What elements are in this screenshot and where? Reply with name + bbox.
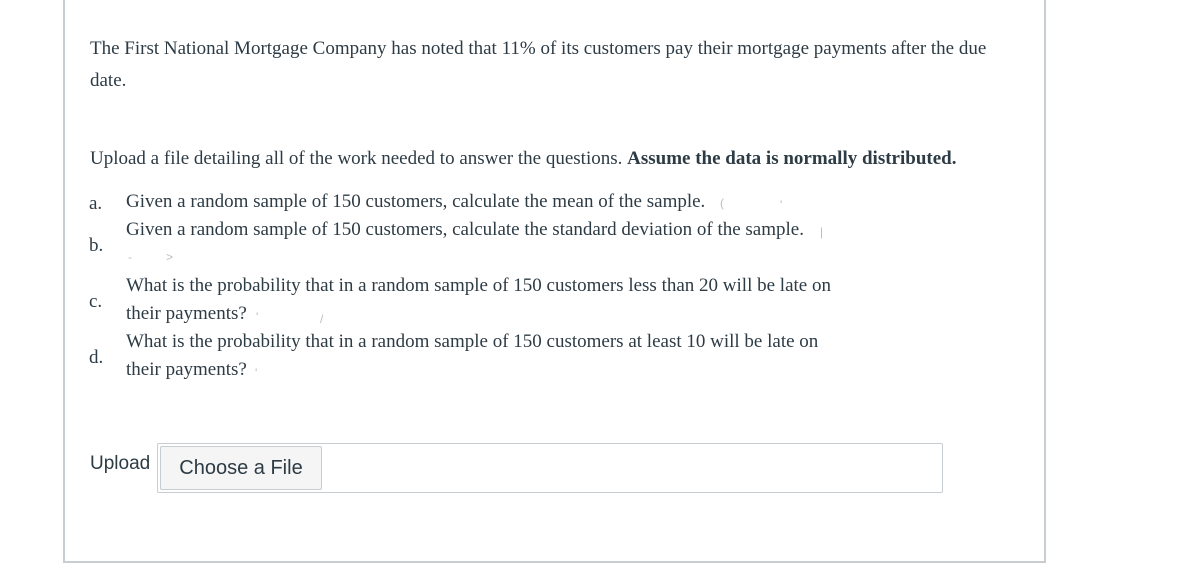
instructions-emphasis: Assume the data is normally distributed.	[627, 148, 957, 169]
item-b-marker: b.	[89, 235, 104, 256]
stray-mark: /	[320, 312, 324, 326]
instructions	[90, 148, 956, 170]
item-c-text-line-1: What is the probability that in a random sample of 150 customers less than 20 will be late on	[126, 275, 831, 296]
question-intro-line-1: The First National Mortgage Company has noted that 11% of its customers pay their mortgage payments after the due	[90, 38, 987, 59]
item-a-marker: a.	[89, 193, 103, 214]
stray-mark: >	[166, 250, 174, 264]
item-d-text-line-1: What is the probability that in a random sample of 150 customers at least 10 will be late on	[126, 331, 819, 352]
item-d-text-line-2: their payments?	[126, 359, 247, 380]
stray-mark: (	[720, 196, 724, 210]
stray-mark: '	[780, 198, 783, 212]
choose-file-button[interactable]: Choose a File	[160, 446, 322, 490]
item-d-marker: d.	[89, 347, 104, 368]
question-intro-line-2: date.	[90, 70, 127, 91]
item-a-text: Given a random sample of 150 customers, calculate the mean of the sample.	[126, 191, 706, 212]
file-upload-field[interactable]	[157, 443, 943, 493]
stray-mark: |	[820, 225, 824, 239]
item-c-text-line-2: their payments?	[126, 303, 247, 324]
item-b-text: Given a random sample of 150 customers, calculate the standard deviation of the sample.	[126, 219, 804, 240]
stray-mark: -	[128, 250, 132, 264]
stray-mark: '	[256, 310, 259, 324]
upload-label: Upload	[90, 453, 151, 474]
stray-mark: '	[255, 366, 258, 380]
instructions-text: Upload a file detailing all of the work needed to answer the questions.	[90, 148, 628, 169]
item-c-marker: c.	[89, 291, 103, 312]
